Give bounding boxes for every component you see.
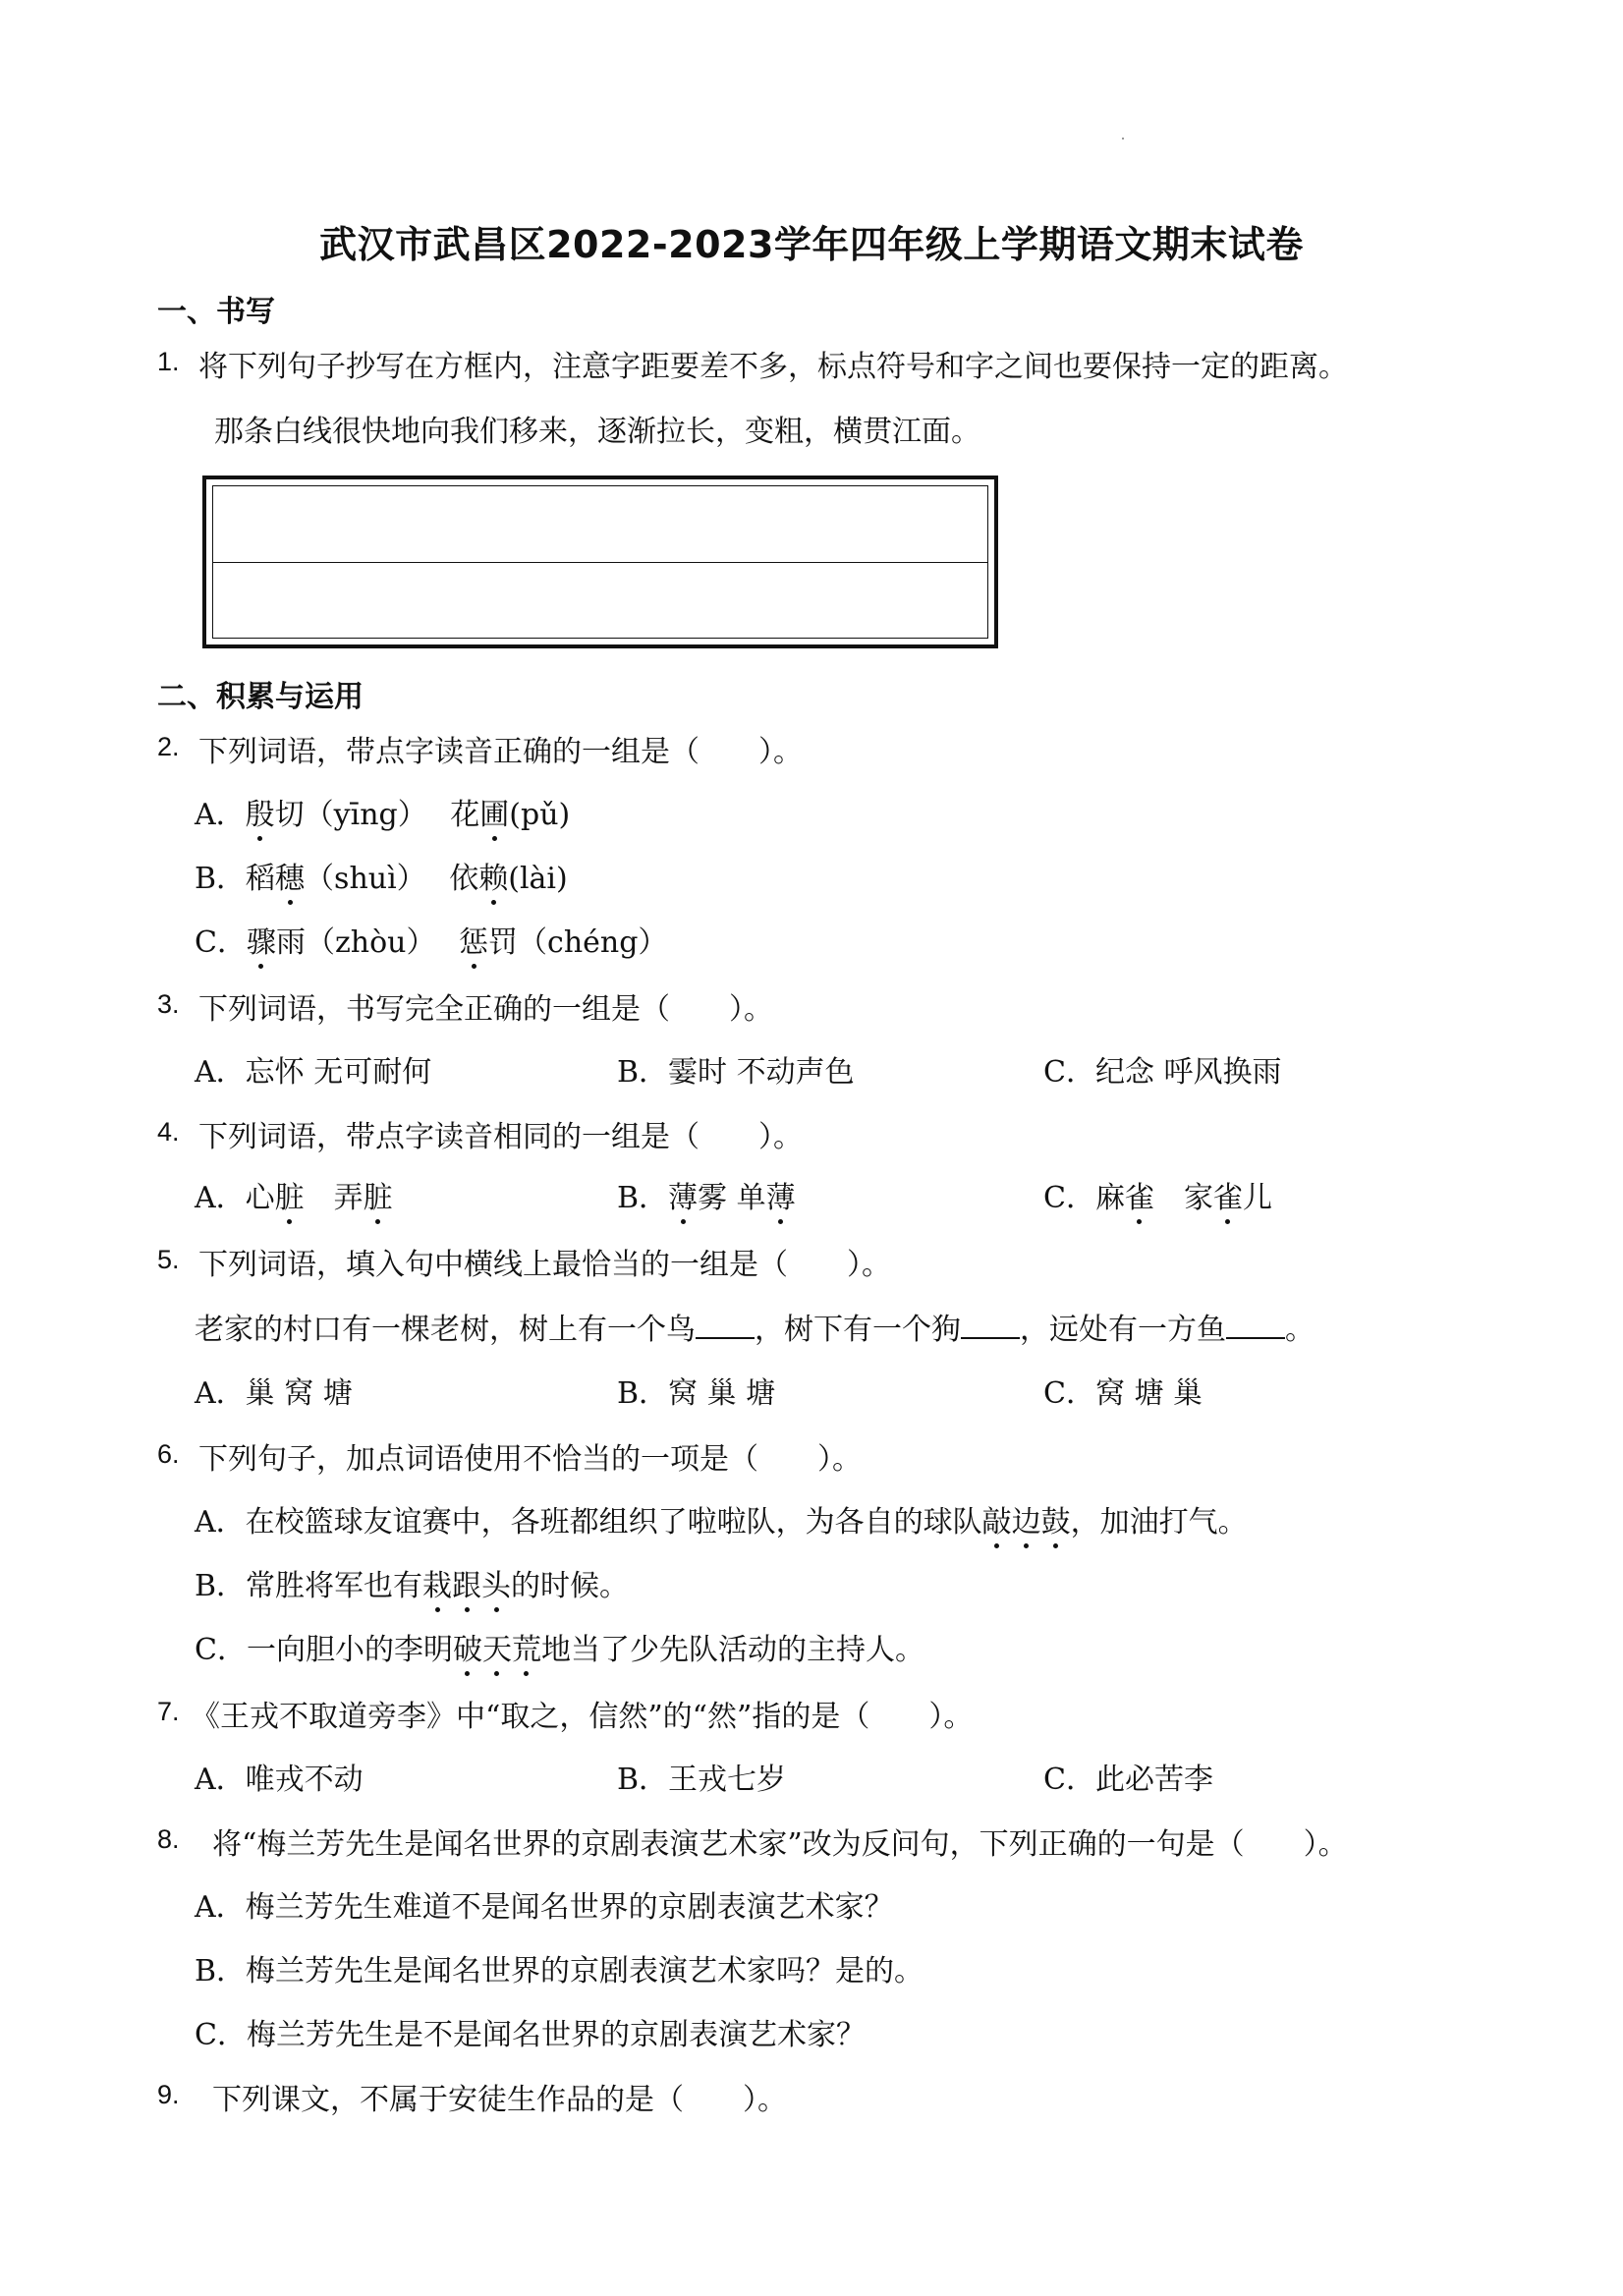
question-2-option-c[interactable]	[195, 918, 667, 961]
copy-writing-box[interactable]	[202, 476, 998, 648]
page-title: 武汉市武昌区2022-2023学年四年级上学期语文期末试卷	[319, 223, 1304, 266]
dotted-char: 穗	[275, 862, 306, 896]
question-6-option-b[interactable]	[195, 1561, 629, 1604]
question-4-option-c[interactable]	[1043, 1173, 1272, 1216]
separator	[727, 1181, 737, 1215]
copy-box-divider-line	[213, 562, 987, 563]
separator	[1154, 1181, 1184, 1215]
question-1-text: 将下列句子抄写在方框内，注意字距要差不多，标点符号和字之间也要保持一定的距离。	[198, 350, 1348, 384]
char: 切	[274, 798, 305, 832]
option-label: B．	[617, 1181, 669, 1215]
scan-speck	[1122, 138, 1124, 140]
char: 家	[1183, 1181, 1213, 1215]
char: 麻	[1094, 1181, 1125, 1215]
question-1-sentence: 那条白线很快地向我们移来，逐渐拉长，变粗，横贯江面。	[214, 415, 980, 449]
section-heading-writing: 一、书写	[157, 295, 275, 329]
pinyin: （zhòu）	[305, 925, 436, 960]
option-label: C．	[195, 925, 247, 960]
copy-box-inner-frame	[212, 485, 988, 639]
question-4-option-b[interactable]	[617, 1173, 796, 1216]
question-5-sentence	[195, 1305, 1315, 1348]
question-7-text: 《王戎不取道旁李》中“取之，信然”的“然”指的是（ ）。	[191, 1700, 974, 1734]
option-label: A．	[195, 1181, 246, 1215]
question-5-number: 5.	[157, 1245, 180, 1274]
question-4-option-a[interactable]	[195, 1173, 393, 1216]
dotted-char: 荒	[511, 1633, 541, 1667]
option-label: C．	[1043, 1181, 1095, 1215]
option-text: 一向胆小的李明	[246, 1633, 453, 1667]
sentence-part: 。	[1285, 1313, 1315, 1347]
dotted-phrase	[453, 1633, 541, 1667]
char: 依	[449, 862, 479, 896]
char: 稻	[246, 862, 276, 896]
char: 花	[450, 798, 480, 832]
pinyin: （yīng）	[304, 798, 427, 832]
question-8-number: 8.	[157, 1824, 180, 1854]
dotted-char: 破	[452, 1633, 482, 1667]
question-3-text: 下列词语，书写完全正确的一组是（ ）。	[198, 992, 773, 1027]
option-text: 的时候。	[511, 1569, 630, 1603]
question-5-text: 下列词语，填入句中横线上最恰当的一组是（ ）。	[198, 1248, 891, 1282]
question-8-option-b[interactable]: B．梅兰芳先生是闻名世界的京剧表演艺术家吗？是的。	[195, 1954, 924, 1988]
dotted-char: 殷	[245, 798, 275, 832]
question-4-text: 下列词语，带点字读音相同的一组是（ ）。	[198, 1120, 803, 1154]
pinyin: (lài)	[508, 862, 568, 896]
question-2-number: 2.	[157, 732, 180, 761]
dotted-char: 边	[1011, 1505, 1041, 1540]
fill-blank-2[interactable]	[961, 1310, 1020, 1339]
question-7-option-a[interactable]: A．唯戎不动	[195, 1763, 364, 1797]
dotted-char: 圃	[479, 798, 510, 832]
dotted-char: 天	[481, 1633, 512, 1667]
option-text: 常胜将军也有	[246, 1569, 423, 1603]
question-3-option-c[interactable]: C．纪念 呼风换雨	[1043, 1055, 1282, 1090]
question-8-option-c[interactable]: C．梅兰芳先生是不是闻名世界的京剧表演艺术家？	[195, 2018, 866, 2052]
pinyin: (pǔ)	[509, 798, 571, 832]
question-2-option-a[interactable]	[195, 790, 570, 833]
char: 雾	[698, 1181, 728, 1215]
char: 心	[245, 1181, 275, 1215]
question-3-number: 3.	[157, 989, 180, 1019]
dotted-char: 头	[481, 1569, 512, 1603]
question-7-option-c[interactable]: C．此必苦李	[1043, 1763, 1213, 1797]
dotted-char: 雀	[1212, 1181, 1243, 1215]
question-7-number: 7.	[157, 1697, 180, 1726]
char: 雨	[275, 925, 306, 960]
dotted-char: 薄	[668, 1181, 699, 1215]
dotted-char: 敲	[981, 1505, 1012, 1540]
dotted-phrase	[422, 1569, 511, 1603]
option-label: B．	[195, 862, 247, 896]
option-text: 在校篮球友谊赛中，各班都组织了啦啦队，为各自的球队	[245, 1505, 982, 1540]
fill-blank-3[interactable]	[1226, 1310, 1285, 1339]
question-2-option-b[interactable]	[195, 854, 568, 897]
question-7-option-b[interactable]: B．王戎七岁	[617, 1763, 787, 1797]
dotted-char: 脏	[363, 1181, 393, 1215]
question-6-text: 下列句子，加点词语使用不恰当的一项是（ ）。	[198, 1442, 862, 1477]
option-label: C．	[195, 1633, 247, 1667]
char: 单	[736, 1181, 766, 1215]
question-9-number: 9.	[157, 2080, 180, 2109]
dotted-char: 薄	[765, 1181, 796, 1215]
dotted-char: 惩	[459, 925, 489, 960]
option-text: ，加油打气。	[1070, 1505, 1248, 1540]
dotted-phrase	[982, 1505, 1071, 1540]
question-2-text: 下列词语，带点字读音正确的一组是（ ）。	[198, 735, 803, 769]
question-6-option-a[interactable]	[195, 1497, 1248, 1540]
dotted-char: 鼓	[1040, 1505, 1071, 1540]
char: 弄	[333, 1181, 364, 1215]
dotted-char: 雀	[1124, 1181, 1154, 1215]
separator	[305, 1181, 334, 1215]
pinyin: （shuì）	[305, 862, 426, 896]
pinyin: （chéng）	[518, 925, 668, 960]
section-heading-accumulation: 二、积累与运用	[157, 680, 364, 714]
sentence-part: ，远处有一方鱼	[1020, 1313, 1226, 1347]
fill-blank-1[interactable]	[696, 1310, 755, 1339]
dotted-char: 赖	[478, 862, 509, 896]
option-text: 地当了少先队活动的主持人。	[540, 1633, 924, 1667]
option-label: A．	[195, 1505, 246, 1540]
sentence-part: 老家的村口有一棵老树，树上有一个鸟	[195, 1313, 696, 1347]
question-6-number: 6.	[157, 1439, 180, 1469]
question-6-option-c[interactable]	[195, 1625, 924, 1668]
question-4-number: 4.	[157, 1117, 180, 1147]
question-1-number: 1.	[157, 347, 180, 376]
question-3-option-b[interactable]: B．霎时 不动声色	[617, 1055, 855, 1090]
char: 儿	[1242, 1181, 1272, 1215]
question-8-option-a[interactable]: A．梅兰芳先生难道不是闻名世界的京剧表演艺术家？	[195, 1890, 894, 1925]
dotted-char: 骤	[246, 925, 276, 960]
dotted-char: 跟	[452, 1569, 482, 1603]
char: 罚	[488, 925, 519, 960]
question-5-option-c[interactable]: C．窝 塘 巢	[1043, 1376, 1203, 1411]
option-label: B．	[195, 1569, 247, 1603]
sentence-part: ，树下有一个狗	[755, 1313, 961, 1347]
dotted-char: 栽	[422, 1569, 453, 1603]
dotted-char: 脏	[274, 1181, 305, 1215]
option-label: A．	[195, 798, 246, 832]
question-5-option-a[interactable]: A．巢 窝 塘	[195, 1376, 353, 1411]
question-3-option-a[interactable]: A．忘怀 无可耐何	[195, 1055, 432, 1090]
question-5-option-b[interactable]: B．窝 巢 塘	[617, 1376, 776, 1411]
question-8-text: 将“梅兰芳先生是闻名世界的京剧表演艺术家”改为反问句，下列正确的一句是（ ）。	[212, 1827, 1348, 1862]
question-9-text: 下列课文，不属于安徒生作品的是（ ）。	[212, 2083, 787, 2117]
